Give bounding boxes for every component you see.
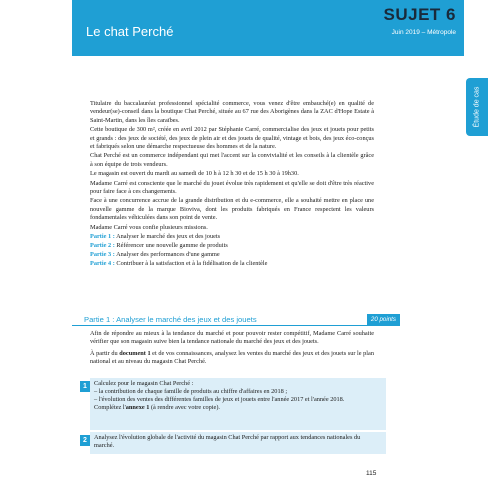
question-line: – la contribution de chaque famille de produits au chiffre d'affaires en 2018 ; bbox=[94, 388, 288, 396]
document-title: Le chat Perché bbox=[86, 24, 174, 39]
section-header bbox=[72, 314, 400, 326]
partie-item bbox=[90, 242, 374, 250]
intro-paragraph: Face à une concurrence accrue de la grande distribution et du e-commerce, elle a souhaité mettre en place une nouvelle gamme de la marque Bioviva, dont les produits fabriqués en France respectent les valeurs fondamentales véhiculées dans son point de vente. bbox=[90, 197, 374, 222]
partie-label: Partie 4 : bbox=[90, 259, 115, 267]
intro-paragraph: Madame Carré vous confie plusieurs missions. bbox=[90, 223, 208, 231]
section-paragraph bbox=[90, 350, 374, 367]
partie-text: Contribuer à la satisfaction et à la fidélisation de la clientèle bbox=[116, 259, 268, 267]
partie-label: Partie 3 : bbox=[90, 250, 115, 258]
partie-text: Analyser le marché des jeux et des jouets bbox=[116, 233, 221, 241]
section-body bbox=[90, 330, 374, 370]
text-run: À partir du bbox=[90, 349, 120, 357]
partie-item bbox=[90, 233, 374, 241]
exam-session: Juin 2019 – Métropole bbox=[391, 29, 456, 36]
partie-text: Référencer une nouvelle gamme de produits bbox=[116, 242, 228, 249]
text-run: et de vos connaissances, analysez les ventes du marché des jeux et des jouets sur le plan national et au niveau du magasin Chat Perché. bbox=[90, 349, 375, 366]
question-box bbox=[83, 432, 386, 454]
page-number: 115 bbox=[366, 470, 377, 477]
parties-list bbox=[90, 233, 374, 268]
partie-label: Partie 2 : bbox=[90, 242, 115, 249]
section-paragraph: Afin de répondre au mieux à la tendance du marché et pour pouvoir rester compétitif, Madame Carré souhaite vérifier que son magasin suive bien la tendance nationale du marché des jeux et des jouets. bbox=[90, 330, 374, 346]
side-tab bbox=[466, 78, 488, 136]
intro-text bbox=[90, 100, 374, 269]
text-run: (à rendre avec votre copie). bbox=[149, 404, 220, 412]
document-ref: document 1 bbox=[119, 349, 151, 357]
intro-paragraph: Chat Perché est un commerce indépendant qui met l'accent sur la convivialité et les conseils à la clientèle grâce à son équipe de trois vendeurs. bbox=[90, 152, 374, 168]
partie-item bbox=[90, 251, 374, 259]
question-text bbox=[94, 380, 378, 412]
question-number: 2 bbox=[80, 435, 90, 446]
intro-paragraph: Titulaire du baccalauréat professionnel spécialité commerce, vous venez d'être embauché(e) en qualité de vendeur(se)-conseil dans la boutique Chat Perché, située au 67 rue des Aborigènes dans la ZAC d'Hope Estate à Saint-Martin, dans les îles caraïbes. bbox=[90, 100, 374, 124]
question-line: – l'évolution des ventes des différentes familles de jeux et jouets entre l'année 2017 et l'année 2018. bbox=[94, 396, 345, 404]
annex-ref: annexe 1 bbox=[125, 404, 150, 412]
partie-item bbox=[90, 260, 374, 268]
question-text: Analysez l'évolution globale de l'activité du magasin Chat Perché par rapport aux tendances nationales du marché. bbox=[94, 434, 361, 450]
header-banner bbox=[72, 0, 464, 56]
intro-paragraph: Cette boutique de 300 m², créée en avril 2012 par Stéphanie Carré, commercialise des jeux et jouets pour petits et grands : des jeux de société, des jeux de plein air et des jouets de qualité, vintage et bois, des jeux éco-conçus et fabriqués selon une démarche respectueuse des hommes et de la nature. bbox=[90, 126, 374, 151]
partie-label: Partie 1 : bbox=[90, 233, 115, 241]
question-line: Calculez pour le magasin Chat Perché : bbox=[94, 380, 194, 387]
side-tab-label: Étude de cas bbox=[473, 86, 481, 128]
question-line bbox=[94, 404, 378, 412]
partie-text: Analyser des performances d'une gamme bbox=[116, 250, 220, 258]
text-run: Complétez l' bbox=[94, 404, 126, 412]
question-box bbox=[83, 378, 386, 430]
question-number: 1 bbox=[80, 381, 90, 392]
intro-paragraph: Madame Carré est consciente que le marché du jouet évolue très rapidement et qu'elle se doit d'être très réactive pour faire face à ces changements. bbox=[90, 179, 374, 196]
points-badge: 20 points bbox=[367, 314, 400, 325]
intro-paragraph: Le magasin est ouvert du mardi au samedi de 10 h à 12 h 30 et de 15 h 30 à 19h30. bbox=[90, 170, 299, 178]
section-title: Partie 1 : Analyser le marché des jeux et des jouets bbox=[84, 315, 257, 324]
sujet-label: SUJET 6 bbox=[383, 5, 456, 24]
